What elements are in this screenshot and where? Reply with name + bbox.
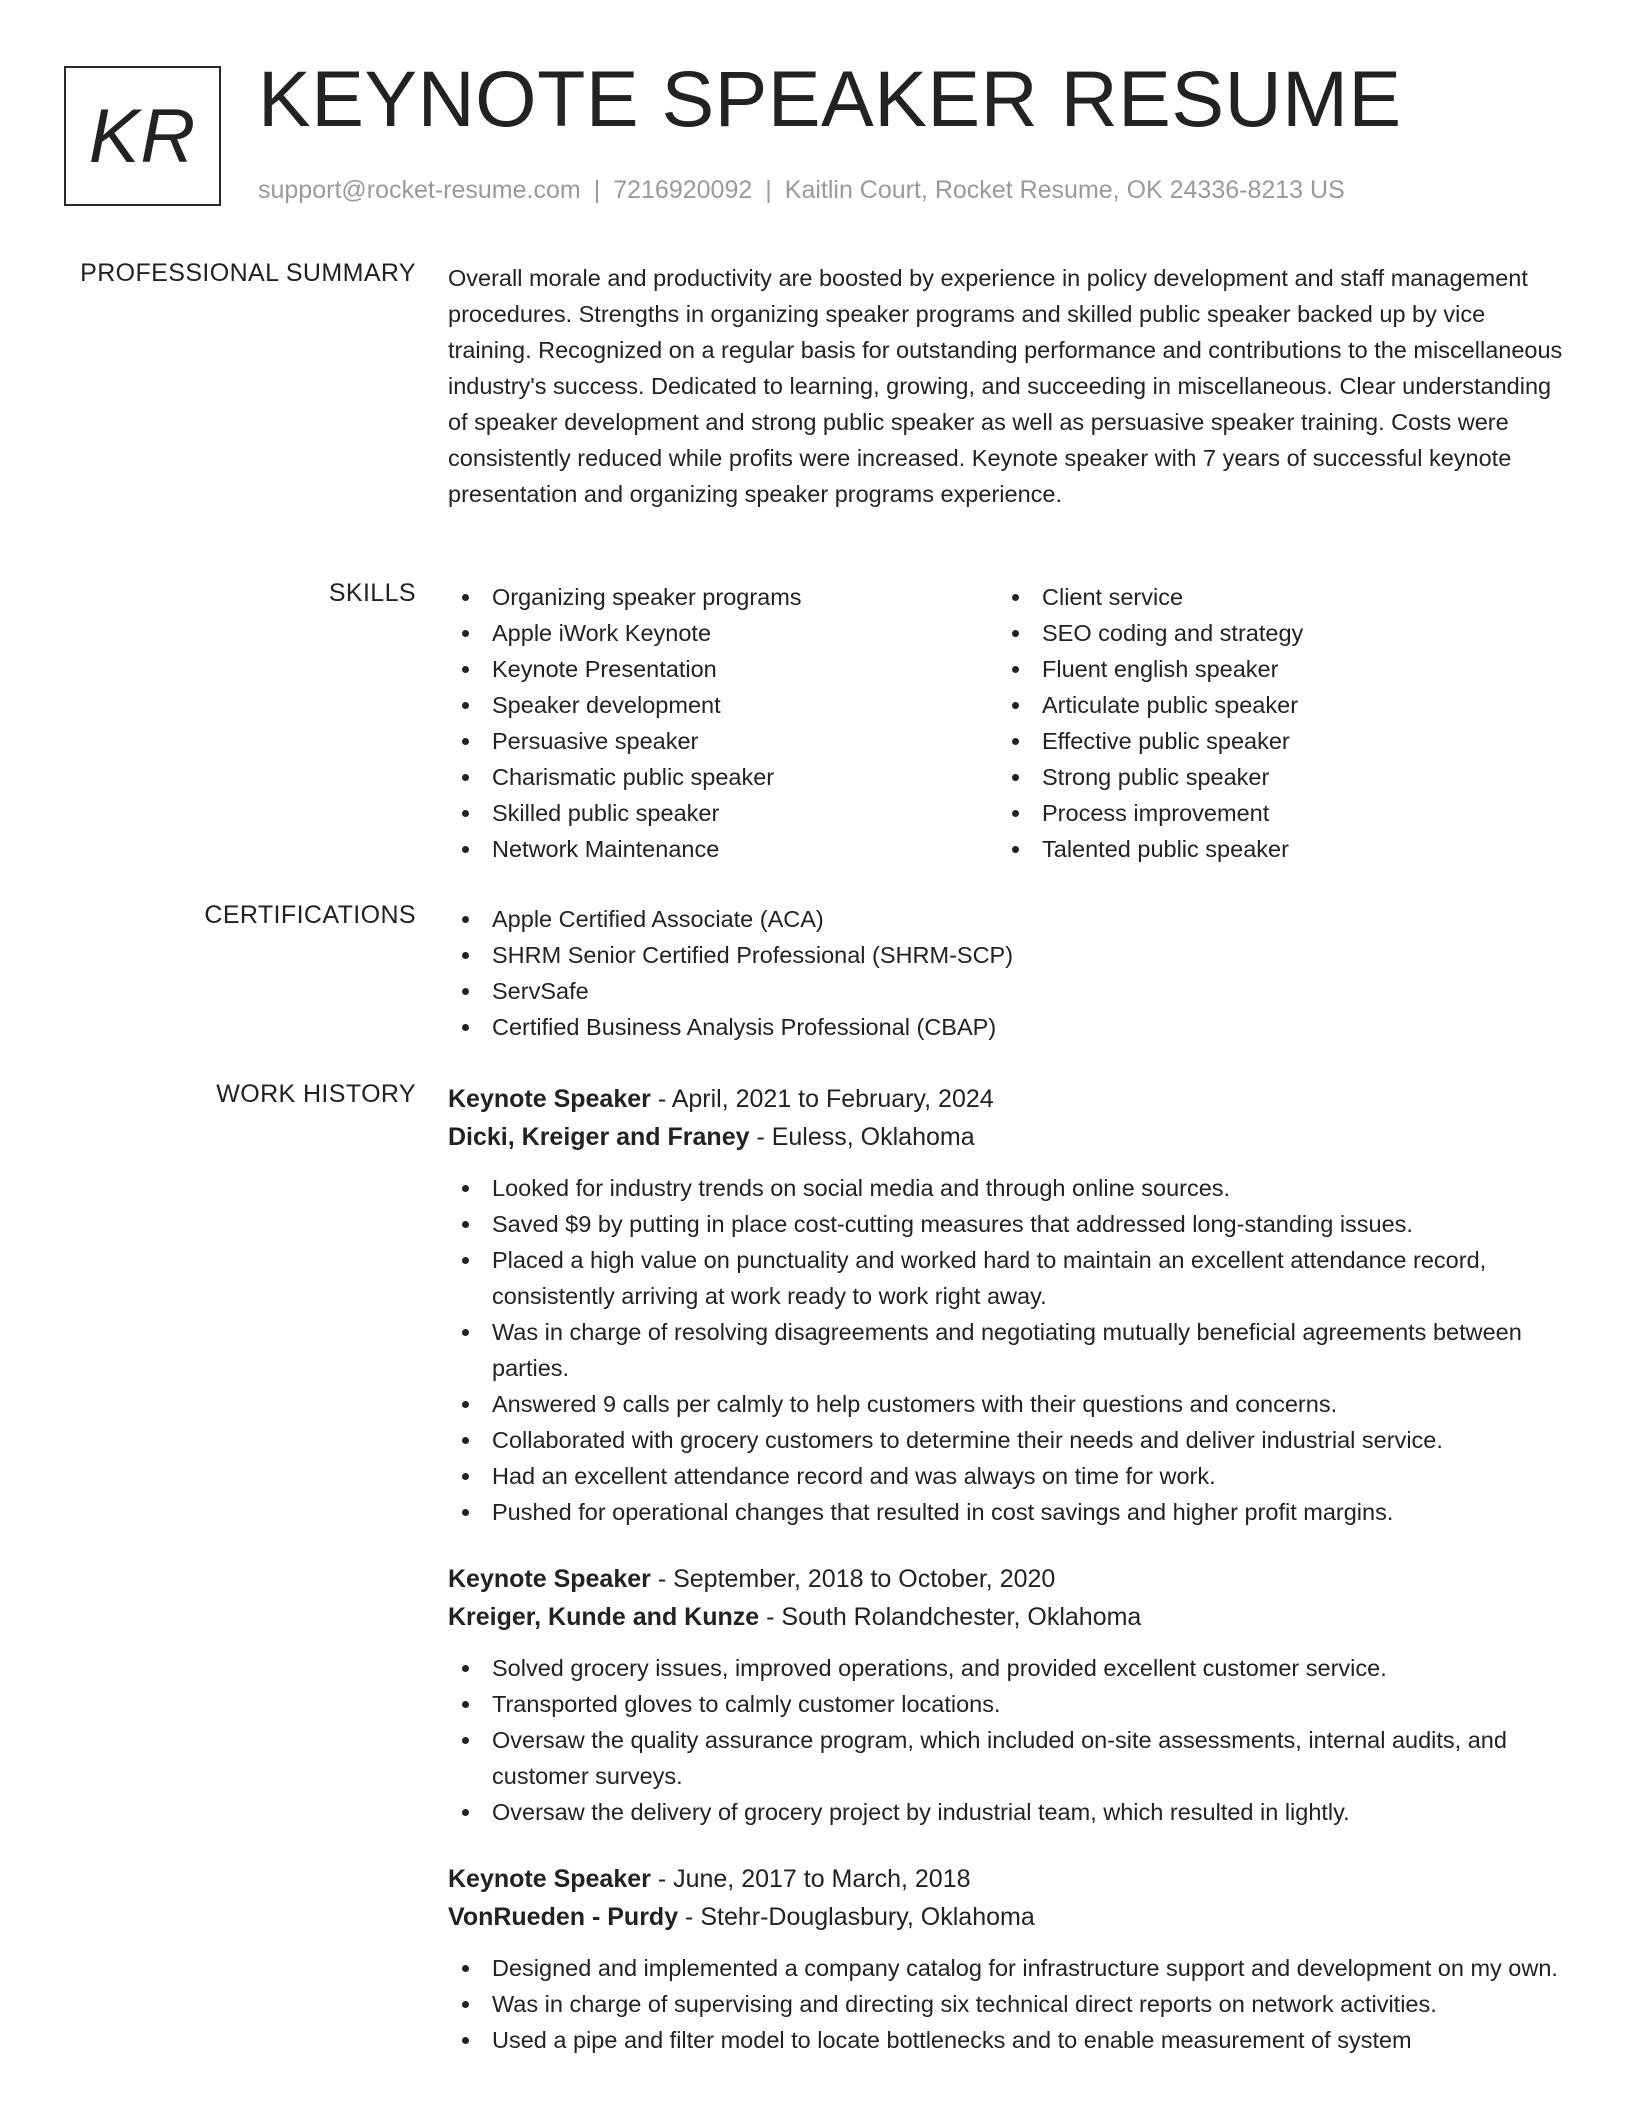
job-dates: - April, 2021 to February, 2024 (650, 1085, 994, 1113)
skill-item: Skilled public speaker (448, 795, 998, 831)
job-bullet: Looked for industry trends on social media and through online sources. (448, 1170, 1564, 1206)
skill-item: Speaker development (448, 687, 998, 723)
job-company-line (448, 1898, 1564, 1936)
job-bullet: Pushed for operational changes that resulted in cost savings and higher profit margins. (448, 1494, 1564, 1530)
job-title: Keynote Speaker (448, 1865, 651, 1893)
job-bullets (448, 1170, 1564, 1530)
job-bullet: Was in charge of resolving disagreements and negotiating mutually beneficial agreements between parties. (448, 1314, 1564, 1386)
job-bullet: Oversaw the quality assurance program, which included on-site assessments, internal audits, and customer surveys. (448, 1722, 1564, 1794)
job-dates: - September, 2018 to October, 2020 (650, 1565, 1056, 1593)
monogram-logo: KR (64, 66, 221, 206)
job-title: Keynote Speaker (448, 1565, 651, 1593)
job-dates: - June, 2017 to March, 2018 (650, 1865, 971, 1893)
skill-item: Process improvement (998, 795, 1548, 831)
job-title: Keynote Speaker (448, 1085, 651, 1113)
skill-item: Persuasive speaker (448, 723, 998, 759)
job-bullet: Was in charge of supervising and directing six technical direct reports on network activities. (448, 1986, 1564, 2022)
certifications-heading: CERTIFICATIONS (204, 901, 416, 929)
job-bullet: Designed and implemented a company catalog for infrastructure support and development on my own. (448, 1950, 1564, 1986)
job-title-line (448, 1560, 1564, 1598)
job-bullet: Collaborated with grocery customers to determine their needs and deliver industrial service. (448, 1422, 1564, 1458)
job-bullets (448, 1950, 1564, 2058)
contact-address: Kaitlin Court, Rocket Resume, OK 24336-8213 US (784, 176, 1345, 204)
work-history-heading: WORK HISTORY (216, 1080, 416, 1108)
job-entry (448, 1080, 1564, 1530)
summary-heading: PROFESSIONAL SUMMARY (80, 259, 416, 287)
job-location: - Stehr-Douglasbury, Oklahoma (678, 1903, 1035, 1931)
skill-item: Strong public speaker (998, 759, 1548, 795)
summary-text: Overall morale and productivity are boosted by experience in policy development and staff management procedures. Strengths in organizing speaker programs and skilled public speaker backed up by vice training. Recognized on a regular basis for outstanding performance and contributions to the miscellaneous industry's success. Dedicated to learning, growing, and succeeding in miscellaneous. Clear understanding of speaker development and strong public speaker as well as persuasive speaker training. Costs were consistently reduced while profits were increased. Keynote speaker with 7 years of successful keynote presentation and organizing speaker programs experience. (448, 265, 1563, 507)
job-company-line (448, 1118, 1564, 1156)
job-bullet: Oversaw the delivery of grocery project by industrial team, which resulted in lightly. (448, 1794, 1564, 1830)
job-title-line (448, 1860, 1564, 1898)
skill-item: Apple iWork Keynote (448, 615, 998, 651)
job-company: VonRueden - Purdy (448, 1903, 679, 1931)
skill-item: SEO coding and strategy (998, 615, 1548, 651)
skills-list-left (448, 579, 998, 867)
skill-item: Organizing speaker programs (448, 579, 998, 615)
skill-item: Articulate public speaker (998, 687, 1548, 723)
contact-phone[interactable]: 7216920092 (613, 176, 753, 204)
contact-email[interactable]: support@rocket-resume.com (258, 176, 581, 204)
skill-item: Client service (998, 579, 1548, 615)
job-entry (448, 1560, 1564, 1830)
job-bullet: Transported gloves to calmly customer locations. (448, 1686, 1564, 1722)
certification-item: Certified Business Analysis Professional (CBAP) (448, 1009, 1564, 1045)
certification-item: SHRM Senior Certified Professional (SHRM-SCP) (448, 937, 1564, 973)
job-bullet: Used a pipe and filter model to locate bottlenecks and to enable measurement of system (448, 2022, 1564, 2058)
skills-heading: SKILLS (328, 579, 416, 607)
job-bullet: Had an excellent attendance record and was always on time for work. (448, 1458, 1564, 1494)
contact-separator: | (765, 176, 772, 204)
job-bullet: Saved $9 by putting in place cost-cutting measures that addressed long-standing issues. (448, 1206, 1564, 1242)
job-title-line (448, 1080, 1564, 1118)
job-location: - South Rolandchester, Oklahoma (759, 1603, 1142, 1631)
job-bullet: Solved grocery issues, improved operations, and provided excellent customer service. (448, 1650, 1564, 1686)
skill-item: Keynote Presentation (448, 651, 998, 687)
job-company: Kreiger, Kunde and Kunze (448, 1603, 760, 1631)
certifications-list (448, 901, 1564, 1045)
job-entry (448, 1860, 1564, 2058)
contact-separator: | (593, 176, 601, 204)
skill-item: Talented public speaker (998, 831, 1548, 867)
job-location: - Euless, Oklahoma (749, 1123, 975, 1151)
job-bullets (448, 1650, 1564, 1830)
skill-item: Charismatic public speaker (448, 759, 998, 795)
job-bullet: Answered 9 calls per calmly to help customers with their questions and concerns. (448, 1386, 1564, 1422)
certification-item: ServSafe (448, 973, 1564, 1009)
job-company-line (448, 1598, 1564, 1636)
contact-line (258, 176, 1345, 205)
certification-item: Apple Certified Associate (ACA) (448, 901, 1564, 937)
skill-item: Effective public speaker (998, 723, 1548, 759)
job-bullet: Placed a high value on punctuality and worked hard to maintain an excellent attendance record, consistently arriving at work ready to work right away. (448, 1242, 1564, 1314)
skills-list-right (998, 579, 1548, 867)
skill-item: Fluent english speaker (998, 651, 1548, 687)
skill-item: Network Maintenance (448, 831, 998, 867)
work-history-list (448, 1080, 1564, 2088)
page-title: KEYNOTE SPEAKER RESUME (258, 54, 1402, 143)
job-company: Dicki, Kreiger and Franey (448, 1123, 750, 1151)
